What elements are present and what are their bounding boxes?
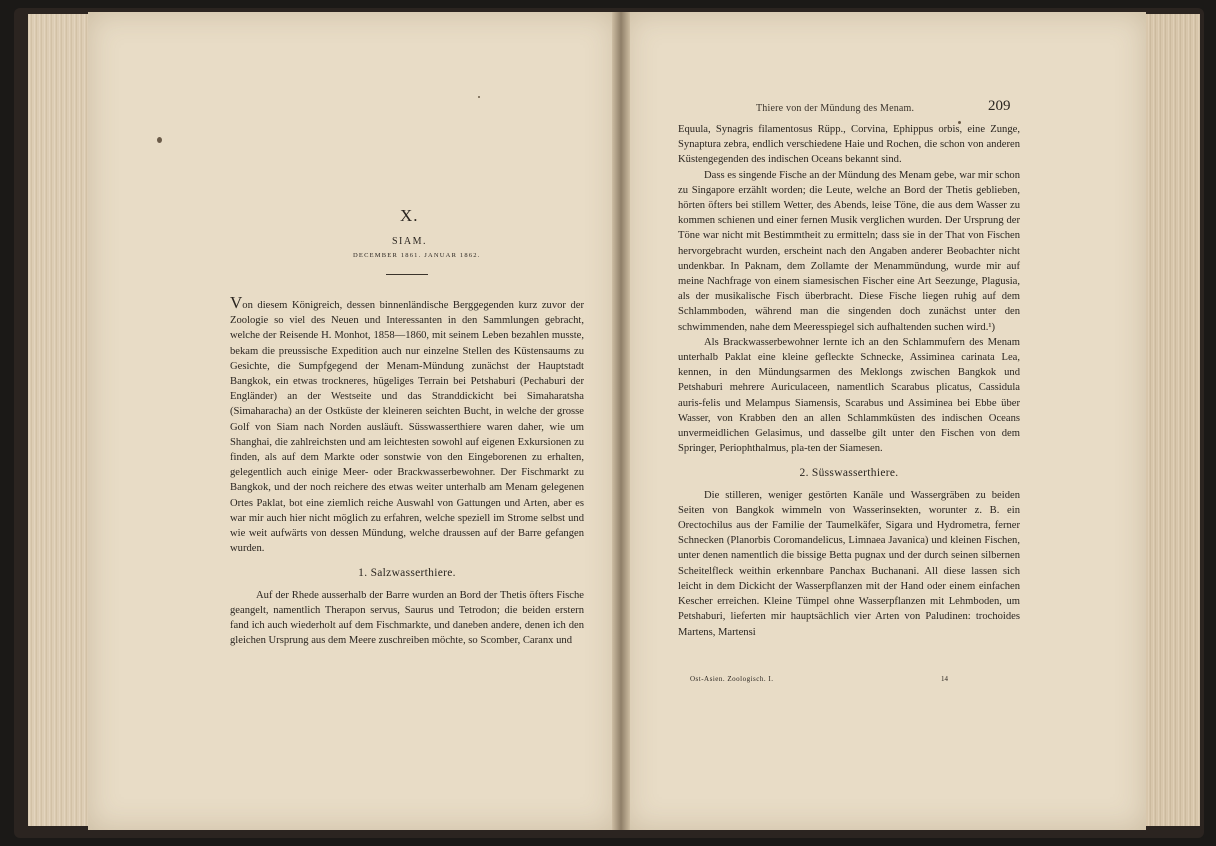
intro-text: on diesem Königreich, dessen binnenländische Berggegenden kurz zuvor der Zoologie so viel des Neuen und Interessanten in den Sammlungen gebracht, welche der Reisende H. Monhot, 1858—1860, mit seinem Leben bezahlen musste, bekam die preussische Expedition auch nur einzelne Stellen des Küstensaums zu Gesichte, die Sumpfgegend der Menam-Mündung zunächst der Hauptstadt Bangkok, ein etwas trockneres, hügeliges Terrain bei Petshaburi (Pechaburi der Engländer) an der Westseite und das Stranddickicht bei Simaharatsha (Simaharacha) an der Ostküste der kleineren seichten Bucht, in welche der grosse Golf von Siam nach Norden ausläuft. Süsswasserthiere waren daher, wie um Shanghai, die zahlreichsten und am leichtesten sowohl auf eigenen Exkursionen zu finden, als auf dem Markte oder sonstwie von den Eingeborenen zu erhalten, gelegentlich auch einige Meer- oder Brackwasserbewohner. Der Fischmarkt zu Bangkok, und der noch reichere des etwas weiter unterhalb am Menam gelegenen Ortes Paklat, bot eine ziemlich reiche Auswahl von Gattungen und Arten, aber es war mir auch hier nicht möglich zu erfahren, welche speziell im Strome selbst und wie weit aufwärts von dessen Mündung, welche draussen auf der Barre gefangen wurden. [230,300,584,555]
footer-signature: Ost-Asien. Zoologisch. I. [690,675,774,683]
section1-paragraph: Auf der Rhede ausserhalb der Barre wurden an Bord der Thetis öfters Fische geangelt, namentlich Therapon servus, Saurus und Tetrodon; die beiden erstern fand ich auch wiederholt auf dem Fischmarkte, und daneben andere, denen ich den gleichen Ursprung aus dem Meere zuschreiben möchte, so Scomber, Caranx und [230,589,584,647]
paragraph-3: Als Brackwasserbewohner lernte ich an den Schlammufern des Menam unterhalb Paklat eine kleine gefleckte Schnecke, Assiminea carinata Lea, kennen, in den Mündungsarmen des Meklongs zwischen Bangkok und Petshaburi mehrere Auriculaceen, namentlich Scarabus plicatus, Cassidula auris-felis und Melampus Siamensis, Scarabus und Assiminea bei Ebbe über Wasser, von Krabben den an allen Schlammküsten des indischen Oceans unvermeidlichen Gelasimus, und dasselbe gilt unter den Fischen von dem Springer, Periophthalmus, pla-ten der Siamesen. [678,336,1020,455]
chapter-number: X. [400,206,419,225]
page-edges-left [28,14,90,826]
paper-spot [478,96,480,98]
chapter-title: SIAM. [392,236,428,247]
paper-spot [157,137,162,143]
chapter-dates: DECEMBER 1861. JANUAR 1862. [353,252,481,259]
page-number: 209 [988,98,1011,114]
paragraph-2: Dass es singende Fische an der Mündung des Menam gebe, war mir schon zu Singapore erzählt worden; die Leute, welche an Bord der Thetis geblieben, hörten öfters bei stillem Wetter, des Abends, leise Töne, die aus dem Wasser zu kommen schienen und einer fernen Musik verglichen wurden. Der Ursprung der Töne war nicht mit Bestimmtheit zu ermitteln; dass sie in der That von Fischen hervorgebracht wurden, erscheint nach den Angaben anderer Beobachter nicht undenkbar. In Paknam, dem Zollamte der Menammündung, wurde mir auf meine Nachfrage von einem siamesischen Fischer eine Art Seezunge, Plagusia, als der musikalische Fisch überbracht. Diese Fische liegen ruhig auf dem Schlammboden, während man die singenden doch zunächst unter den schwimmenden, nahe dem Meeresspiegel sich aufhaltenden suchen wird.¹) [678,169,1020,333]
running-head: Thiere von der Mündung des Menam. [756,103,915,114]
section-heading-salzwasserthiere: 1. Salzwasserthiere. [358,567,456,580]
paragraph-4: Die stilleren, weniger gestörten Kanäle und Wassergräben zu beiden Seiten von Bangkok wimmeln von Wasserinsekten, worunter z. B. ein Orectochilus aus der Familie der Taumelkäfer, Sigara und Hydrometra, ferner Schnecken (Planorbis Coromandelicus, Limnaea Javanica) und kleinen Fischen, unter denen namentlich die bissige Betta pugnax und der durch seinen silbernen Scheitelfleck weithin erkennbare Panchax Buchanani. All diese lassen sich leicht in dem Dickicht der Wasserpflanzen mit der Hand oder einem einfachen Kescher erreichen. Kleine Tümpel ohne Wasserpflanzen mit Lehmboden, um Petshaburi, lieferten mir hauptsächlich vier Arten von Paludinen: trochoides Martens, Martensi [678,489,1020,638]
chapter-rule [386,274,428,275]
section-heading-suesswasserthiere: 2. Süsswasserthiere. [799,467,899,480]
dropcap-letter: V [230,293,243,312]
left-page-body [230,293,584,648]
page-edges-right [1142,14,1200,826]
intro-paragraph [230,293,584,556]
footer-sheet-number: 14 [941,675,948,683]
paragraph-1: Equula, Synagris filamentosus Rüpp., Corvina, Ephippus orbis, eine Zunge, Synaptura zebra, endlich verschiedene Haie und Rochen, die schon von anderen Küstengegenden des indischen Oceans bekannt sind. [678,124,1020,166]
book-gutter [612,12,630,830]
right-page-body [678,122,1020,640]
